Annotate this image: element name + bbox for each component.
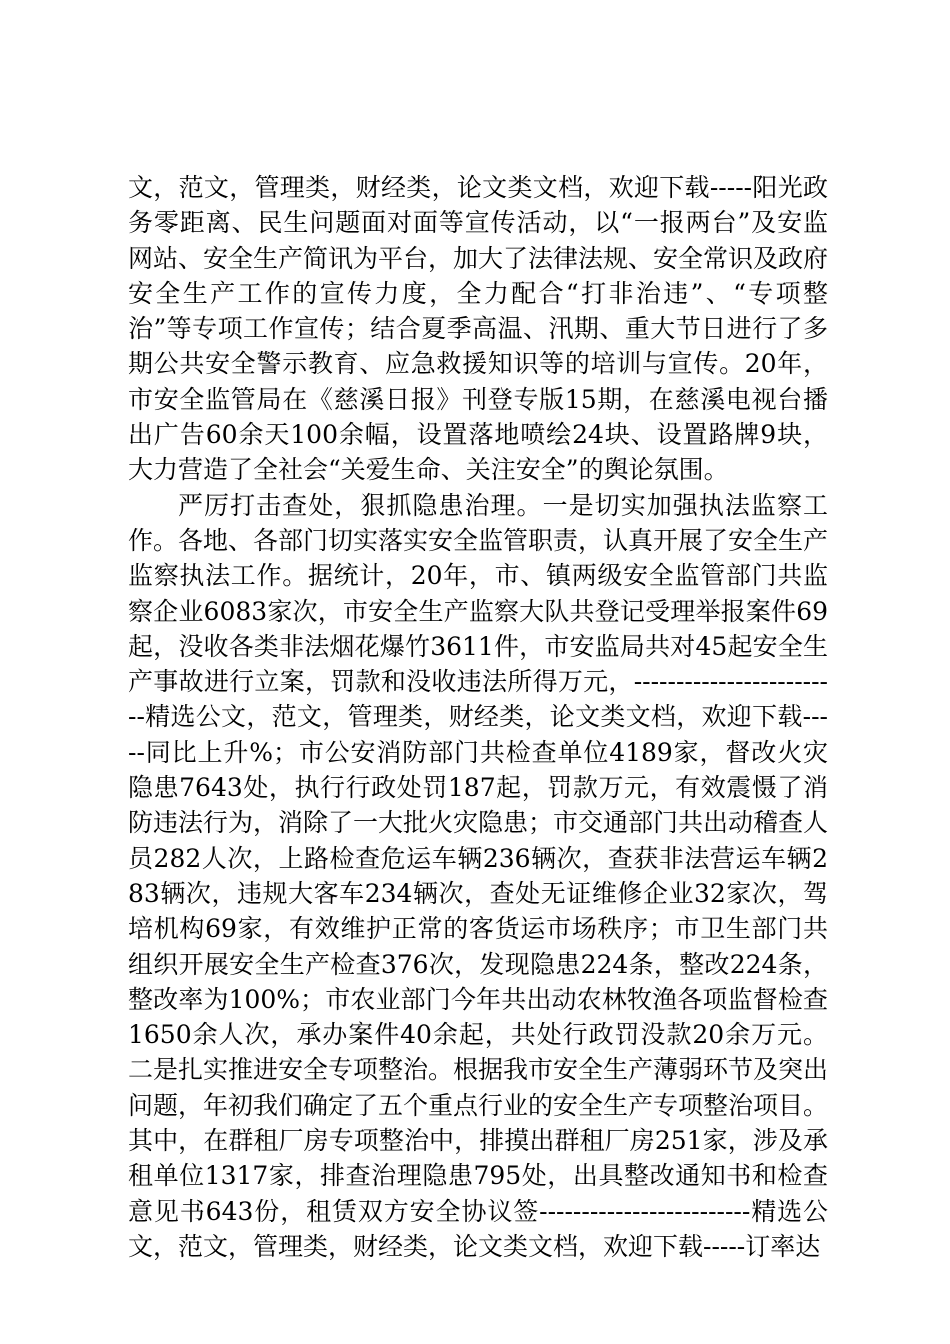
paragraph-2: 严厉打击查处，狠抓隐患治理。一是切实加强执法监察工作。各地、各部门切实落实安全监管职责，认真开展了安全生产监察执法工作。据统计，20年，市、镇两级安全监管部门共监察企业6083家次，市安全生产监察大队共登记受理举报案件69起，没收各类非法烟花爆竹3611件，市安监局共对45起安全生产事故进行立案，罚款和没收违法所得万元，-------------------------精选公文，范文，管理类，财经类，论文类文档，欢迎下载-----同比上升%；市公安消防部门共检查单位4189家，督改火灾隐患7643处，执行行政处罚187起，罚款万元，有效震慑了消防违法行为，消除了一大批火灾隐患；市交通部门共出动稽查人员282人次，上路检查危运车辆236辆次，查获非法营运车辆283辆次，违规大客车234辆次，查处无证维修企业32家次，驾培机构69家，有效维护正常的客货运市场秩序；市卫生部门共组织开展安全生产检查376次，发现隐患224条，整改224条，整改率为100%；市农业部门今年共出动农林牧渔各项监督检查1650余人次，承办案件40余起，共处行政罚没款20余万元。二是扎实推进安全专项整治。根据我市安全生产薄弱环节及突出问题，年初我们确定了五个重点行业的安全生产专项整治项目。其中，在群租厂房专项整治中，排摸出群租厂房251家，涉及承租单位1317家，排查治理隐患795处，出具整改通知书和检查意见书643份，租赁双方安全协议签-------------------------精选公文，范文，管理类，财经类，论文类文档，欢迎下载-----订率达 (128, 490, 829, 1261)
document-body (128, 170, 828, 1264)
paragraph-1: 文，范文，管理类，财经类，论文类文档，欢迎下载-----阳光政务零距离、民生问题面对面等宣传活动，以“一报两台”及安监网站、安全生产简讯为平台，加大了法律法规、安全常识及政府安全生产工作的宣传力度，全力配合“打非治违”、“专项整治”等专项工作宣传；结合夏季高温、汛期、重大节日进行了多期公共安全警示教育、应急救援知识等的培训与宣传。20年，市安全监管局在《慈溪日报》刊登专版15期，在慈溪电视台播出广告60余天100余幅，设置落地喷绘24块、设置路牌9块，大力营造了全社会“关爱生命、关注安全”的舆论氛围。 (128, 173, 829, 485)
